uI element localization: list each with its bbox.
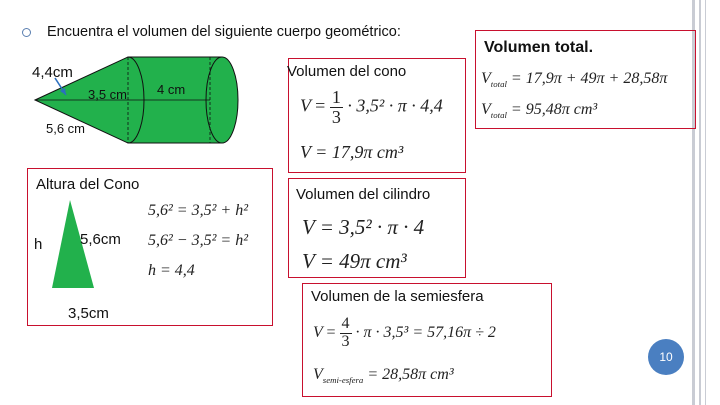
triangle-label-h: h (34, 236, 43, 253)
total-title: Volumen total. (484, 39, 594, 56)
cilindro-equation-1: V = 3,5² · π · 4 (302, 215, 425, 239)
label-cone-height: 4,4cm (32, 64, 73, 81)
slide-border-bar (705, 0, 706, 405)
semiesfera-title: Volumen de la semiesfera (311, 288, 484, 305)
triangle-label-base: 3,5cm (68, 305, 109, 322)
semiesfera-equation-1: V = $\frac{4}{3}$ · π · 3,5³ = 57,16π ÷ 2 (313, 315, 496, 350)
semiesfera-fraction: $\frac{4}{3}$ (341, 315, 350, 350)
label-cyl-length: 4 cm (157, 82, 186, 97)
cono-fraction: $\frac{1}{3}$ (331, 87, 341, 127)
semiesfera-equation-2: $V_{semi-esfera} = 28,58\pi$ cm³ (313, 366, 454, 386)
cono-equation-1: V = $\frac{1}{3}$ · 3,5² · π · 4,4 (300, 87, 443, 127)
label-radius: 3,5 cm (88, 87, 128, 102)
instruction-text: Encuentra el volumen del siguiente cuerpo geométrico: (47, 24, 401, 40)
altura-equation-1: 5,6² = 3,5² + h² (148, 202, 248, 219)
triangle-label-hyp: 5,6cm (80, 231, 121, 248)
bullet-icon (22, 28, 31, 37)
total-equation-2: $V_{total} = 95,48\pi$ cm³ (481, 101, 598, 121)
altura-equation-3: h = 4,4 (148, 262, 195, 279)
hemisphere-cap (206, 57, 238, 143)
label-slant: 5,6 cm (46, 121, 86, 136)
slide-border-bar (699, 0, 701, 405)
page-number-badge (648, 339, 684, 375)
page-number: 10 (659, 350, 673, 364)
cono-title: Volumen del cono (287, 63, 407, 80)
altura-title: Altura del Cono (36, 176, 140, 193)
cono-equation-2: V = 17,9π cm³ (300, 142, 404, 162)
altura-equation-2: 5,6² − 3,5² = h² (148, 232, 248, 249)
cilindro-title: Volumen del cilindro (296, 186, 431, 203)
cilindro-equation-2: V = 49π cm³ (302, 249, 407, 273)
total-equation-1: $V_{total} = 17,9\pi + 49\pi + 28,58\pi$ (481, 70, 668, 90)
